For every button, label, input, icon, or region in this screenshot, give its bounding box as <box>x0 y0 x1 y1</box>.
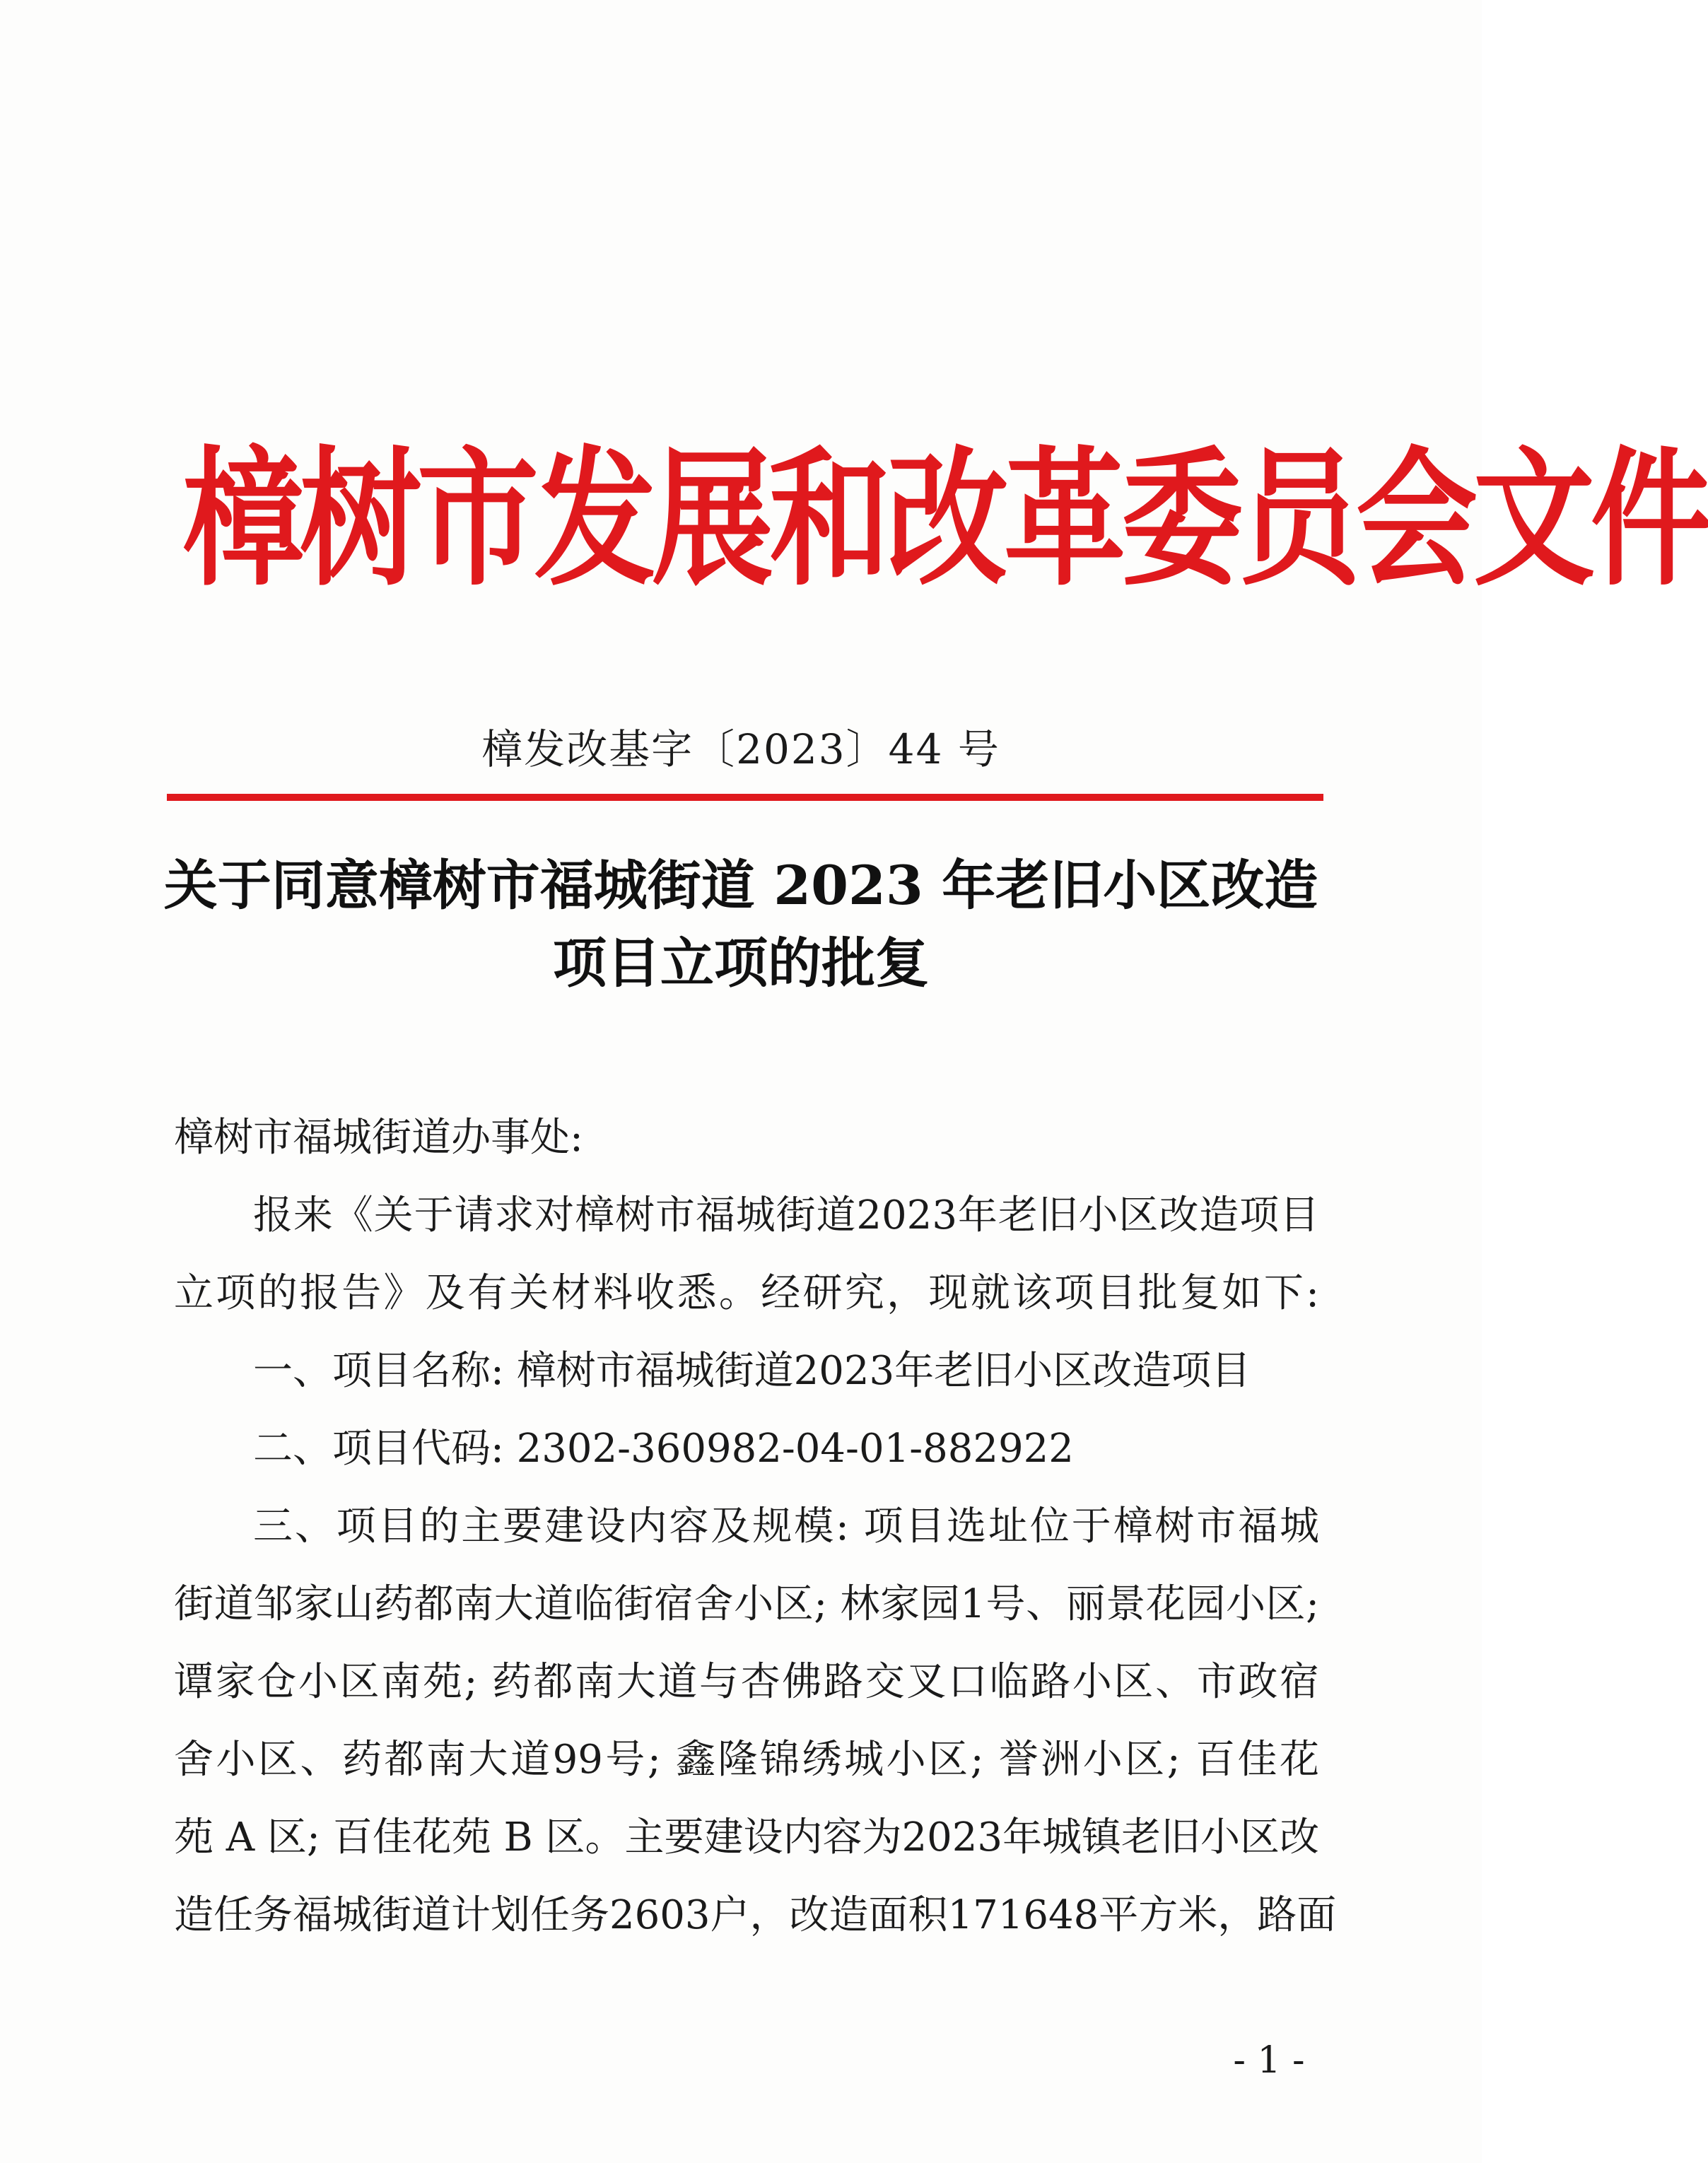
document-header-title: 樟树市发展和改革委员会文件 <box>182 430 1708 606</box>
subject-line-2: 项目立项的批复 <box>553 932 929 995</box>
body-line-10: 造任务福城街道计划任务2603户，改造面积171648平方米，路面 <box>174 1892 1337 1938</box>
red-header-rule <box>167 794 1323 801</box>
document-subject <box>141 847 1340 1002</box>
body-line-2: 立项的报告》及有关材料收悉。经研究，现就该项目批复如下: <box>174 1270 1319 1316</box>
body-line-1: 报来《关于请求对樟树市福城街道2023年老旧小区改造项目 <box>253 1192 1319 1238</box>
page-number: - 1 - <box>1233 2039 1305 2082</box>
document-number: 樟发改基字〔2023〕44 号 <box>481 725 1000 773</box>
body-line-6: 街道邹家山药都南大道临街宿舍小区; 林家园1号、丽景花园小区; <box>174 1581 1319 1627</box>
document-body <box>174 1099 1337 1954</box>
body-line-5: 三、项目的主要建设内容及规模: 项目选址位于樟树市福城 <box>253 1503 1319 1549</box>
body-line-3: 一、项目名称: 樟树市福城街道2023年老旧小区改造项目 <box>253 1348 1251 1394</box>
subject-line-1: 关于同意樟树市福城街道 2023 年老旧小区改造 <box>163 854 1318 917</box>
body-line-4: 二、项目代码: 2302-360982-04-01-882922 <box>253 1426 1074 1472</box>
addressee: 樟树市福城街道办事处: <box>174 1115 583 1161</box>
body-line-9: 苑 A 区; 百佳花苑 B 区。主要建设内容为2023年城镇老旧小区改 <box>174 1815 1319 1860</box>
body-line-7: 谭家仓小区南苑; 药都南大道与杏佛路交叉口临路小区、市政宿 <box>174 1659 1319 1705</box>
body-line-8: 舍小区、药都南大道99号; 鑫隆锦绣城小区; 誉洲小区; 百佳花 <box>174 1737 1319 1783</box>
